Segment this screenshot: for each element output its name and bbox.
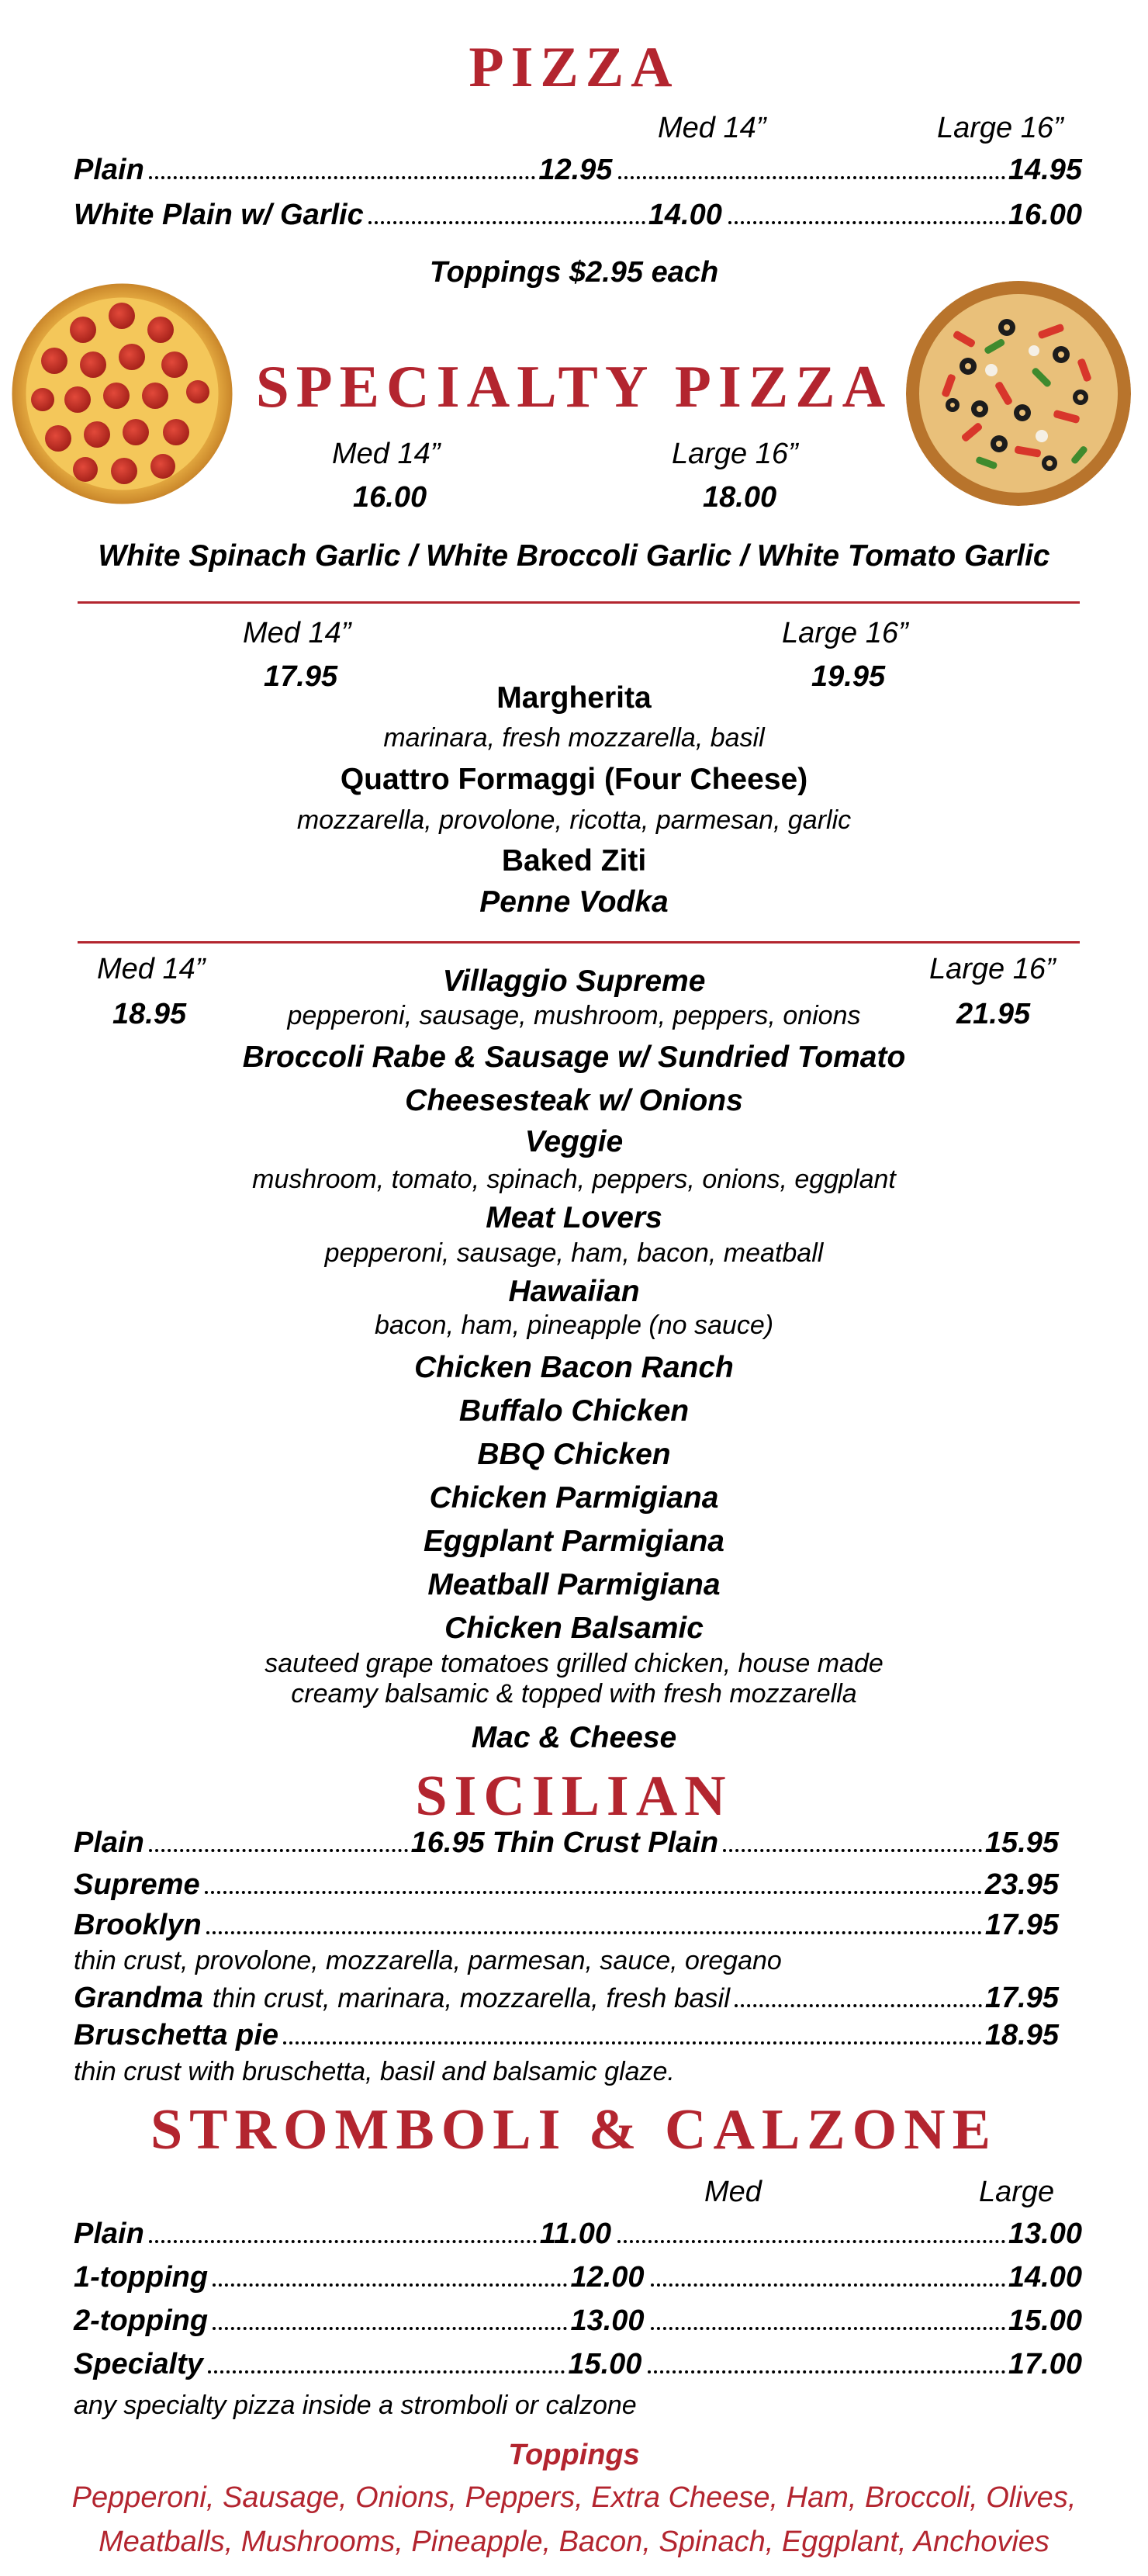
spec2-col-med: Med 14” — [243, 617, 351, 649]
white-pizzas-line: White Spinach Garlic / White Broccoli Garlic / White Tomato Garlic — [98, 539, 1050, 573]
toppings-heading: Toppings — [508, 2439, 640, 2471]
spec1-col-large: Large 16” — [672, 438, 798, 470]
desc-meat-lovers: pepperoni, sausage, ham, bacon, meatball — [324, 1238, 824, 1268]
price-large: 14.00 — [1008, 2261, 1082, 2294]
stromboli-col-med: Med — [704, 2176, 762, 2208]
item-name: Grandma — [74, 1982, 203, 2014]
item-name: Brooklyn — [74, 1909, 202, 1941]
spec2-price-large: 19.95 — [811, 660, 886, 693]
dot-leader — [149, 1849, 408, 1852]
price: 23.95 — [984, 1868, 1059, 1901]
price-med: 15.00 — [568, 2348, 642, 2380]
dot-leader — [368, 221, 645, 224]
spec2-col-large: Large 16” — [782, 617, 908, 649]
item-name: Plain — [74, 154, 144, 186]
sicilian-heading: SICILIAN — [415, 1764, 733, 1828]
price-med: 12.00 — [570, 2261, 645, 2294]
item-name: 1-topping — [74, 2261, 209, 2294]
price: 16.95 — [410, 1826, 485, 1859]
dot-leader — [651, 2283, 1005, 2287]
item-chicken-parmigiana: Chicken Parmigiana — [429, 1481, 719, 1515]
spec3-price-med: 18.95 — [112, 998, 187, 1030]
dot-leader — [728, 221, 1005, 224]
price-large: 13.00 — [1008, 2218, 1082, 2250]
dot-leader — [283, 2041, 982, 2045]
dot-leader — [208, 2370, 565, 2373]
item-mac-cheese: Mac & Cheese — [471, 1721, 677, 1754]
item-quattro-formaggi: Quattro Formaggi (Four Cheese) — [340, 763, 808, 796]
dot-leader — [213, 2327, 567, 2330]
item-margherita: Margherita — [496, 681, 652, 715]
specialty-heading: SPECIALTY PIZZA — [255, 353, 893, 420]
divider — [78, 601, 1080, 604]
price-med: 14.00 — [648, 199, 722, 231]
item-bbq-chicken: BBQ Chicken — [477, 1438, 671, 1471]
stromboli-row-plain — [74, 2219, 1082, 2249]
desc-margherita: marinara, fresh mozzarella, basil — [383, 723, 765, 753]
stromboli-row-1-topping — [74, 2263, 1082, 2292]
item-name: Plain — [74, 2218, 144, 2250]
item-cheesesteak: Cheesesteak w/ Onions — [405, 1084, 743, 1117]
item-buffalo-chicken: Buffalo Chicken — [458, 1394, 690, 1428]
spec3-col-large: Large 16” — [929, 953, 1056, 985]
item-baked-ziti: Baked Ziti — [501, 844, 647, 878]
pizza-row-plain — [74, 155, 1082, 185]
stromboli-row-2-topping — [74, 2306, 1082, 2335]
price-large: 14.95 — [1008, 154, 1082, 186]
dot-leader — [617, 2240, 1005, 2243]
price: 18.95 — [984, 2019, 1059, 2051]
item-villaggio-supreme: Villaggio Supreme — [442, 964, 706, 998]
price-thin: 15.95 — [984, 1826, 1060, 1859]
item-meat-lovers: Meat Lovers — [486, 1201, 662, 1234]
desc-chicken-balsamic-2: creamy balsamic & topped with fresh mozzarella — [291, 1679, 857, 1709]
pizza-heading: PIZZA — [469, 36, 679, 99]
desc-hawaiian: bacon, ham, pineapple (no sauce) — [374, 1311, 774, 1340]
stromboli-col-large: Large — [979, 2176, 1055, 2208]
toppings-price-note: Toppings $2.95 each — [429, 256, 719, 289]
dot-leader — [735, 2004, 982, 2007]
pizza-col-med: Med 14” — [658, 112, 766, 144]
item-name: 2-topping — [74, 2304, 209, 2337]
stromboli-note: any specialty pizza inside a stromboli or calzone — [74, 2391, 637, 2420]
spec3-price-large: 21.95 — [956, 998, 1031, 1030]
divider — [78, 941, 1080, 943]
dot-leader — [206, 1931, 982, 1934]
item-name: Specialty — [74, 2348, 203, 2380]
sicilian-row-grandma — [74, 1983, 1059, 2013]
pizza-col-large: Large 16” — [937, 112, 1063, 144]
item-meatball-parmigiana: Meatball Parmigiana — [427, 1568, 721, 1601]
item-eggplant-parmigiana: Eggplant Parmigiana — [424, 1525, 724, 1558]
item-hawaiian: Hawaiian — [508, 1275, 640, 1308]
dot-leader — [648, 2370, 1004, 2373]
dot-leader — [149, 176, 536, 179]
desc-quattro-formaggi: mozzarella, provolone, ricotta, parmesan, garlic — [296, 805, 852, 835]
sicilian-row-bruschetta — [74, 2020, 1059, 2050]
spec2-price-med: 17.95 — [264, 660, 338, 693]
spec3-col-med: Med 14” — [97, 953, 206, 985]
item-chicken-balsamic: Chicken Balsamic — [444, 1612, 704, 1645]
sicilian-row-plain — [74, 1828, 1059, 1858]
price-large: 16.00 — [1008, 199, 1082, 231]
desc-brooklyn: thin crust, provolone, mozzarella, parmesan, sauce, oregano — [74, 1946, 782, 1975]
item-name: White Plain w/ Garlic — [74, 199, 364, 231]
dot-leader — [618, 176, 1005, 179]
sicilian-row-brooklyn — [74, 1910, 1059, 1940]
item-penne-vodka: Penne Vodka — [479, 885, 669, 919]
desc-chicken-balsamic-1: sauteed grape tomatoes grilled chicken, house made — [265, 1649, 883, 1678]
price: 17.95 — [984, 1909, 1059, 1941]
dot-leader — [723, 1849, 982, 1852]
item-name: Bruschetta pie — [74, 2019, 278, 2051]
desc-veggie: mushroom, tomato, spinach, peppers, onions, eggplant — [252, 1165, 896, 1194]
price-med: 11.00 — [539, 2218, 611, 2250]
dot-leader — [651, 2327, 1005, 2330]
dot-leader — [205, 1891, 982, 1894]
sicilian-row-supreme — [74, 1870, 1059, 1899]
stromboli-heading: STROMBOLI & CALZONE — [150, 2098, 998, 2162]
spec1-price-large: 18.00 — [703, 481, 777, 514]
pizza-row-white-garlic — [74, 200, 1082, 230]
toppings-line-1: Pepperoni, Sausage, Onions, Peppers, Extra Cheese, Ham, Broccoli, Olives, — [71, 2481, 1077, 2514]
item-veggie: Veggie — [524, 1125, 624, 1158]
desc-grandma: thin crust, marinara, mozzarella, fresh basil — [212, 1983, 731, 2013]
stromboli-row-specialty — [74, 2349, 1082, 2379]
price-med: 12.95 — [538, 154, 613, 186]
item-chicken-bacon-ranch: Chicken Bacon Ranch — [414, 1351, 734, 1384]
item-name: Supreme — [74, 1868, 200, 1901]
price: 17.95 — [984, 1982, 1059, 2014]
dot-leader — [213, 2283, 567, 2287]
price-med: 13.00 — [570, 2304, 645, 2337]
toppings-line-2: Meatballs, Mushrooms, Pineapple, Bacon, Spinach, Eggplant, Anchovies — [99, 2526, 1049, 2558]
price-large: 17.00 — [1008, 2348, 1082, 2380]
dot-leader — [149, 2240, 537, 2243]
spec1-price-med: 16.00 — [353, 481, 427, 514]
desc-villaggio-supreme: pepperoni, sausage, mushroom, peppers, onions — [287, 1001, 861, 1030]
item-broccoli-rabe: Broccoli Rabe & Sausage w/ Sundried Tomato — [242, 1040, 906, 1074]
spec1-col-med: Med 14” — [332, 438, 441, 470]
item-name-thin: Thin Crust Plain — [492, 1826, 719, 1859]
desc-bruschetta: thin crust with bruschetta, basil and balsamic glaze. — [74, 2057, 675, 2086]
price-large: 15.00 — [1008, 2304, 1082, 2337]
item-name: Plain — [74, 1826, 144, 1859]
